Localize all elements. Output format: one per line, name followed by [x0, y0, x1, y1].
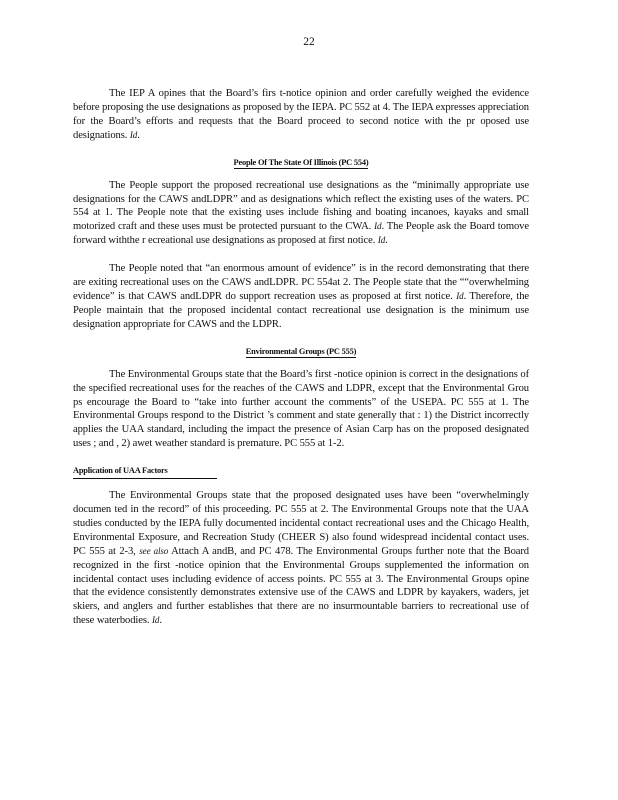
- paragraph-end: .: [385, 235, 388, 247]
- section-heading-environmental-groups: Environmental Groups (PC 555): [245, 346, 357, 356]
- paragraph-text-continued: . The People ask the Board tomove forward withthe r ecreational use designations as proposed at first notice.: [73, 221, 529, 247]
- paragraph-end: .: [159, 615, 162, 627]
- paragraph-text: The IEP A opines that the Board’s firs t-notice opinion and order carefully weighed the evidence before proposing the use designations as proposed by the IEPA. PC 552 at 4. The IEPA expresses appreciation for the Board’s efforts and requests that the Board proceed to second notice with the pr oposed use designations.: [73, 88, 529, 141]
- paragraph-text: The Environmental Groups state that the proposed designated uses have been “overwhelmingly documen ted in the record” of this proceeding. PC 555 at 2. The Environmental Groups note that the UAA studies conducted by the IEPA fully documented incidental contact recreational uses and the Chicago Health, Environmental Exposure, and Recreation Study (CHEER S) also found widespread incidental contact uses. PC 555 at 2-3,: [73, 490, 529, 557]
- paragraph-text: The People noted that “an enormous amount of evidence” is in the record demonstrating that there are exiting recreational uses on the CAWS andLDPR. PC 554at 2. The People state that the ““overwhelming evidence” is that CAWS andLDPR do support recreation uses as proposed at first notice.: [73, 263, 529, 302]
- paragraph-people-evidence: [73, 262, 529, 332]
- citation-id: Id: [129, 129, 138, 140]
- citation-id: Id: [456, 290, 464, 301]
- section-heading-uaa-factors: Application of UAA Factors: [73, 465, 529, 479]
- paragraph-iepa-opinion: [73, 87, 529, 143]
- page-content: [73, 87, 529, 642]
- paragraph-text-continued: . Therefore, the People maintain that the proposed incidental contact recreational use designation is the minimum use designation appropriate for CAWS and the LDPR.: [73, 290, 529, 330]
- citation-id: Id: [374, 221, 382, 232]
- paragraph-text: The People support the proposed recreational use designations as the “minimally appropriate use designations for the CAWS andLDPR” and as designations which reflect the existing uses of the waters. PC 554 at 1. The People note that the existing uses include fishing and boating incanoes, kayaks and small motorized craft and these uses must be protected pursuant to the CWA.: [73, 179, 529, 233]
- page-number: 22: [303, 36, 315, 48]
- citation-see-also: see also: [139, 545, 169, 556]
- paragraph-end: .: [137, 129, 140, 141]
- paragraph-environmental-groups: [73, 368, 529, 451]
- section-heading-people: People Of The State Of Illinois (PC 554): [233, 157, 369, 167]
- paragraph-text-continued: Attach A andB, and PC 478. The Environmental Groups further note that the Board recognized in the first -notice opinion that the Environmental Groups supplemented the information on incidental contact uses including evidence of access points. PC 555 at 3. The Environmental Groups opine that the evidence consistently demonstrates extensive use of the CAWS and LDPR by kayakers, waders, jet skiers, and anglers and further establishes that there are no insurmountable barriers to recreational use of these waterbodies.: [73, 545, 529, 627]
- paragraph-uaa-evidence: [73, 489, 529, 628]
- paragraph-people-support: [73, 179, 529, 249]
- citation-id: Id: [152, 615, 160, 626]
- paragraph-text: The Environmental Groups state that the Board’s first -notice opinion is correct in the designations of the specified recreational uses for the reaches of the CAWS and LDPR, except that the Environmental Grou ps encourage the Board to “take into further account the comments” of the USEPA. PC 555 at 1. The Environmental Groups respond to the District ’s comment and state generally that : 1) the District incorrectly applies the UAA standard, including the impact the presence of Asian Carp has on the proposed designated uses ; and , 2) awet weather standard is premature. PC 555 at 1-2.: [73, 368, 529, 450]
- citation-id: Id: [377, 235, 386, 246]
